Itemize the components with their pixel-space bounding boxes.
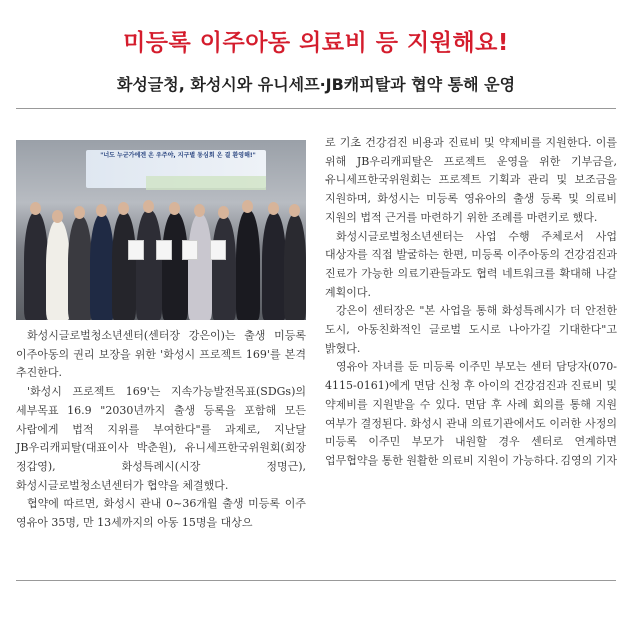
top-divider [16, 108, 616, 109]
photo-banner-text: "너도 누군가에겐 온 우주야, 지구별 동심회 온 결 환영해!" [100, 152, 256, 159]
article-paragraph: '화성시 프로젝트 169'는 지속가능발전목표(SDGs)의 세부목표 16.9 "2030년까지 출생 등록을 포함해 모든 사람에게 법적 지위를 부여한다"를 과제로, 지난달 JB우리캐피탈(대표이사 박춘원), 유니세프한국위원회(회장 정갑영), 화성특례시(시장 정명근), 화성시글로벌청소년센터가 협약을 체결했다. [16, 385, 306, 492]
article-paragraph-text: 영유아 자녀를 둔 미등록 이주민 부모는 센터 담당자(070-4115-0161)에게 면담 신청 후 아이의 건강검진과 진료비 및 약제비를 지원받을 수 있다. 면담 후 사례 회의를 통해 지원 여부가 결정된다. 화성시 관내 의료기관에서도 이러한 사정의 미등록 이주민 부모가 내원할 경우 센터로 연계하면 업무협약을 통한 원활한 의료비 지원이 가능하다. [325, 360, 617, 467]
photo-slogan [146, 176, 266, 190]
article-paragraph [325, 358, 617, 470]
article-paragraph: 화성시글로벌청소년센터는 사업 수행 주체로서 사업 대상자를 직접 발굴하는 한편, 미등록 이주아동의 건강검진과 진료가 가능한 의료기관들과도 협력 네트워크를 확대해 나갈 계획이다. [325, 229, 617, 299]
article-paragraph: 협약에 따르면, 화성시 관내 0~36개월 출생 미등록 이주 영유아 35명, 만 13세까지의 아동 15명을 대상으 [16, 497, 306, 530]
article-paragraph: 화성시글로벌청소년센터(센터장 강은이)는 출생 미등록 이주아동의 권리 보장을 위한 '화성시 프로젝트 169'를 본격 추진한다. [16, 329, 306, 380]
headline: 미등록 이주아동 의료비 등 지원해요! [123, 30, 509, 56]
article-paragraph: 로 기초 건강검진 비용과 진료비 및 약제비를 지원한다. 이를 위해 JB우리캐피탈은 프로젝트 운영을 위한 기부금을, 유니세프한국위원회는 프로젝트 기획과 관리 및 보조금을 지원하며, 화성시는 미등록 영유아의 출생 등록 및 의료비 지원의 법적 근거를 마련하기 위한 조례를 마련키로 했다. [325, 136, 617, 224]
article-paragraph: 강은이 센터장은 "본 사업을 통해 화성특례시가 더 안전한 도시, 아동친화적인 글로벌 도시로 나아가길 기대한다"고 밝혔다. [325, 304, 617, 355]
article-photo [16, 140, 306, 320]
article-body-right-column [325, 134, 617, 471]
byline: 김영의 기자 [560, 453, 617, 467]
bottom-divider [16, 580, 616, 581]
subheadline: 화성글청, 화성시와 유니세프·JB캐피탈과 협약 통해 운영 [116, 75, 516, 94]
article-body-left-column [16, 327, 306, 533]
